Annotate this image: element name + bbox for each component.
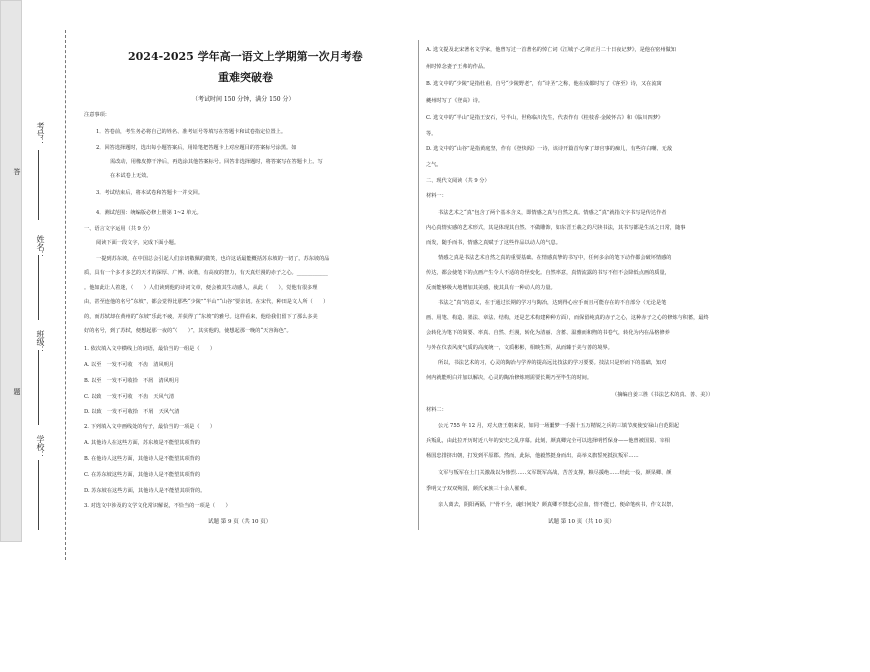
material-label: 材料二： xyxy=(426,407,447,413)
right-line: 杨国忠排挤出朝，打发到平原郡。然而，此际，他毅然挺身而出，高举义旗誓死抵抗叛军…… xyxy=(426,453,639,459)
left-line: 一提到苏东坡，在中国总会引起人们亲切敬佩的微笑，也许这话最能概括苏东坡的一切了。苏东坡的品 xyxy=(96,256,330,262)
left-line: 1．答卷前，考生务必将自己的姓名、准考证号等填写在答题卡和试卷指定位置上。 xyxy=(96,129,287,135)
exam-info: （考试时间 150 分钟，满分 150 分） xyxy=(192,96,295,103)
option: D. 以致 一发不可收拾 不屑 天风气清 xyxy=(84,409,180,415)
right-line: 画、用笔、构造、墨法、章法、结构，还是艺术构建种种方面），而保留纯真的赤子之心，这种赤子之心的修炼与积蓄，最终 xyxy=(426,315,709,321)
fill-line-2 xyxy=(38,255,39,320)
right-line: 内心真情实感的艺术形式，其是体现其自然、不做雕饰，如东晋王羲之的尺牍书法，其书写都是生活之日常，随事 xyxy=(426,225,686,231)
left-line: 3．考试结束后，将本试卷和答题卡一并交回。 xyxy=(96,190,204,196)
right-line: 书法艺术之“真”包含了两个基本含义，即情感之真与自然之真。情感之“真”就指文字书写是传达作者 xyxy=(438,210,667,216)
left-line: 的，而苏轼却在黄州的“东坡”乐此不疲，并获得了“东坡”的雅号。这样看来，他给我们留下了那么多美 xyxy=(84,314,318,320)
option: A. 以至 一发不可收 不齿 清风明月 xyxy=(84,362,175,368)
right-line: 情感之真是书法艺术自然之真的重要基础。在情感真挚的书写中，任何多余的笔下动作都会破坏情感的 xyxy=(438,255,672,261)
option: C. 在苏东坡这些方面，其他诗人是不能望其项背的 xyxy=(84,472,201,478)
right-line: 亲人离去，阴阳两隔，尸骨不全，魂归何处？颜真卿不禁悲心泣血，情不能已，便命笔疾书，作文以祭， xyxy=(438,502,677,508)
right-line: C. 选文中的“半山”是指王安石，号半山，世称临川先生，代表作有《桂枝香·金陵怀古》和《临川四梦》 xyxy=(426,115,664,121)
right-line: 所以，书法艺术的习，心灵的陶冶与学养的提高远比技法的学习要要。技法只是形而下的基础，知对 xyxy=(438,360,667,366)
right-line: D. 选文中的“山谷”是指黄庭坚，作有《登快阁》一诗，该诗开篇首句拿了却官事的痴儿，有些许白嘲、无敌 xyxy=(426,146,673,152)
left-page-footer: 试题 第 9 页（共 10 页） xyxy=(208,519,272,525)
left-line: 注意事项： xyxy=(84,112,110,118)
right-line: 书法之“真”的意义，在于通过长期的学习与陶冶，达到得心应手而且可能存在的不自部分（无论是笔 xyxy=(438,300,667,306)
school-label: 学校： xyxy=(36,435,45,459)
binding-outer-label-1: 答 xyxy=(13,168,21,175)
source-citation: （摘编自姜三胜《书法艺术的真、善、美》） xyxy=(612,392,714,398)
left-line: 2．回答选择题时，选出每小题答案后，用铅笔把答题卡上对应题目的答案标号涂黑。如 xyxy=(96,145,297,151)
option: B. 在他诗人这些方面，其他诗人是不能望其项背的 xyxy=(84,456,201,462)
material-label: 材料一： xyxy=(426,193,447,199)
seat-label: 考号： xyxy=(36,122,45,146)
right-line: 夔州时写了《登高》诗。 xyxy=(426,98,484,104)
left-line: 好的名号，到了苏轼，便想起那一夜的“（ ）”，其实他的，使想起那一晚的“天容海色”。 xyxy=(84,328,292,334)
right-line: 传达，都会使笔下的点画产生令人不适的奇怪变化。自然率意，真情流露的书写不但不会降低点画的质量， xyxy=(426,270,670,276)
left-line: 。他如此让人着迷，（ ）人们读到他的诗词文章，便会被其生动感人，从此（ ），觉他有很多理 xyxy=(84,285,318,291)
right-line: 而发，随手而书，情感之真赋于了这些作品以动人的气息。 xyxy=(426,240,561,246)
option: C. 以致 一发不可收 不齿 天风气清 xyxy=(84,394,175,400)
option: D. 苏东坡在这些方面，其他诗人是不能望其项背的。 xyxy=(84,488,206,494)
fill-line-3 xyxy=(38,350,39,425)
class-label: 班级： xyxy=(36,330,45,354)
right-line: 州时悼念妻子王弗的作品。 xyxy=(426,64,489,70)
right-line: 季明父子双双殉国，颜氏家族三十余人罹难。 xyxy=(426,486,530,492)
right-line: B. 选文中的“少陵”是指杜甫，自号“少陵野老”，有“诗圣”之称，他在成都时写了《客至》诗，又在流寓 xyxy=(426,81,662,87)
exam-title: 2024-2025 学年高一语文上学期第一次月考卷 xyxy=(128,50,363,63)
right-line: 等。 xyxy=(426,131,437,137)
question-1: 1. 依次填入文中横线上的词语，最恰当的一组是（ ） xyxy=(84,346,216,352)
binding-outer-label-2: 题 xyxy=(13,388,21,395)
fill-line-1 xyxy=(38,150,39,220)
right-line: 与外在仪表风度气质的高度统一，文质彬彬，相映生辉，从而臻于美与善的境界。 xyxy=(426,345,613,351)
left-line: 质，具有一个多才多艺的天才的深厚、广博、诙谐，有高度的智力，有天真烂漫的赤子之心。____________ xyxy=(84,270,328,276)
name-label: 姓名： xyxy=(36,235,45,259)
left-line: 需改动，用橡皮擦干净后，再选涂其他答案标号。回答非选择题时，将答案写在答题卡上。写 xyxy=(110,159,323,165)
question-3: 3. 对选文中涉及的文学文化常识解说，不恰当的一项是（ ） xyxy=(84,503,231,509)
left-line: 阅读下面一段文字，完成下面小题。 xyxy=(96,240,180,246)
left-line: 一、语言文字运用（共 9 分） xyxy=(84,226,153,232)
right-line: A. 选文提及北宋著名文学家，他曾写过一首著名的悼亡词《江城子·乙卯正月二十日夜记梦》，是他在密州做知 xyxy=(426,47,676,53)
left-line: 在本试卷上无效。 xyxy=(110,173,152,179)
right-line: 文军与叛军在土门关激战以为惨烈……义军既军高战，苦苦支撑，粮尽援绝……经此一役，颜杲卿、颜 xyxy=(438,470,672,476)
question-2: 2. 下列填入文中画线处的句子，最恰当的一项是（ ） xyxy=(84,424,216,430)
left-line: 由，甚至连他的名号“东坡”，都会觉得比那些“少陵”“半山”“山谷”要亲切。在宋代，种田是文人所（ ） xyxy=(84,299,329,305)
binding-cut-line xyxy=(65,30,66,560)
section-heading: 二、现代文阅读（共 9 分） xyxy=(426,178,490,184)
right-line: 之气。 xyxy=(426,162,442,168)
right-line: 反而能够极大地增加其美感，使其具有一种动人的力量。 xyxy=(426,285,556,291)
binding-strip xyxy=(0,0,22,542)
right-line: 会转化为笔下的简要、率真、自然、烂漫，转化为清丽、含蓄、温雅而和煦的书卷气，转化为内在品格修养 xyxy=(426,330,670,336)
page-divider xyxy=(418,40,419,530)
right-line: 何内就能明白并加以解决，心灵的陶冶修炼则需要长期乃至毕生的时间。 xyxy=(426,375,593,381)
fill-line-4 xyxy=(38,460,39,530)
option: B. 以至 一发不可收拾 不屑 清风明月 xyxy=(84,378,180,384)
exam-subtitle: 重难突破卷 xyxy=(218,71,273,84)
right-line: 公元 755 年 12 月，对大唐王朝来说，如同一场噩梦一手握十五万精锐之兵的三镇节度使安禄山自范阳起 xyxy=(438,423,679,429)
left-line: 4．测试范围：统编版必修上册第 1~2 单元。 xyxy=(96,210,202,216)
option: A. 其他诗人在这些方面，苏东坡是不能望其项背的 xyxy=(84,440,200,446)
right-line: 兵叛乱，由此拉开历时近八年的安史之乱序幕。此刻，颜真卿完全可以选择明哲保身——他曾被国舅、宰相 xyxy=(426,438,670,444)
right-page-footer: 试题 第 10 页（共 10 页） xyxy=(548,519,615,525)
